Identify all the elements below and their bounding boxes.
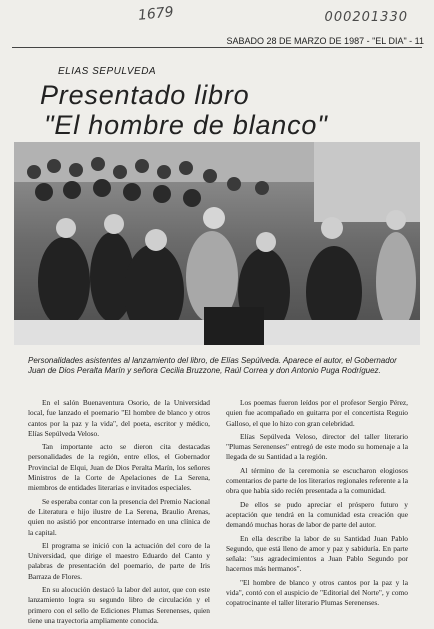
paragraph: Tan importante acto se dieron cita destacadas personalidades de la región, entre ellos, el Gobernador Provincial de Elqui, Juan de Dios Peralta Marín, los señores Ministros de la Corte de Apelaciones de La Serena, miembros de entidades literarias e invitados especiales. bbox=[28, 442, 210, 493]
photo-caption: Personalidades asistentes al lanzamiento del libro, de Elías Sepúlveda. Aparece el autor, el Gobernador Juan de Dios Peralta Marín y señora Cecilia Bruzzone, Raúl Correa y don Antonio Puga Rodríguez. bbox=[28, 356, 397, 375]
paragraph: En su alocución destacó la labor del autor, que con este lanzamiento logra su segundo libro de circulación y el primero con el sello de Ediciones Plumas Serenenses, quien tiene una trayectoria ampliamente conocida. bbox=[28, 585, 210, 625]
paragraph: Al término de la ceremonia se escucharon elogiosos comentarios de parte de los literarios regionales referente a la obra que había sido recién presentada a la comunidad. bbox=[226, 465, 408, 496]
paragraph: Los poemas fueron leídos por el profesor Sergio Pérez, quien fue acompañado en guitarra por el concertista Reguio Galloso, el que lo hizo con gran celebridad. bbox=[226, 398, 408, 428]
header-rule bbox=[12, 47, 422, 48]
handwritten-archive-number: 1679 bbox=[137, 4, 175, 24]
page-folio: SABADO 28 DE MARZO DE 1987 - "EL DIA" - 11 bbox=[226, 36, 424, 46]
left-text-column bbox=[28, 398, 210, 629]
paragraph: En el salón Buenaventura Osorio, de la Universidad local, fue lanzado el poemario "El hombre de blanco y otros cantos por la paz y la vida", del poeta, escritor y médico, Elías Sepúlveda Veloso. bbox=[28, 398, 210, 438]
article-title-line-1: Presentado libro bbox=[40, 80, 250, 110]
paragraph: En ella describe la labor de su Santidad Juan Pablo Segundo, que está lleno de amor y paz y sabiduría. En parte señala: "sus agradecimientos a Juan Pablo Segundo por hacernos más hermanos". bbox=[226, 533, 408, 574]
paragraph: El programa se inició con la actuación del coro de la Universidad, que dirige el maestro Eduardo del Canto y palabras de presentación del poemario, de parte de Iris Barraza de Flores. bbox=[28, 540, 210, 581]
handwritten-catalog-number: 000201330 bbox=[324, 10, 408, 25]
article-title-line-2: "El hombre de blanco" bbox=[44, 110, 328, 140]
paragraph: Elías Sepúlveda Veloso, director del taller literario "Plumas Serenenses" entregó de este modo su homenaje a la llegada de su Santidad a la región. bbox=[226, 431, 408, 462]
audience-photo-illustration bbox=[14, 142, 420, 345]
paragraph: De ellos se pudo apreciar el próspero futuro y aceptación que tendrá en la comunidad esta creación que demandó muchas horas de labor de parte del autor. bbox=[226, 499, 408, 530]
article-photo bbox=[14, 142, 420, 345]
article-byline: ELIAS SEPULVEDA bbox=[58, 66, 157, 77]
right-text-column bbox=[226, 398, 408, 612]
paragraph: Se esperaba contar con la presencia del Premio Nacional de Literatura e hijo ilustre de La Serena, Braulio Arenas, quien no asistió por encontrarse internado en una clínica de la capital. bbox=[28, 496, 210, 537]
paragraph: "El hombre de blanco y otros cantos por la paz y la vida", contó con el auspicio de "Editorial del Norte", y como copatrocinante el taller literario Plumas Serenenses. bbox=[226, 577, 408, 608]
